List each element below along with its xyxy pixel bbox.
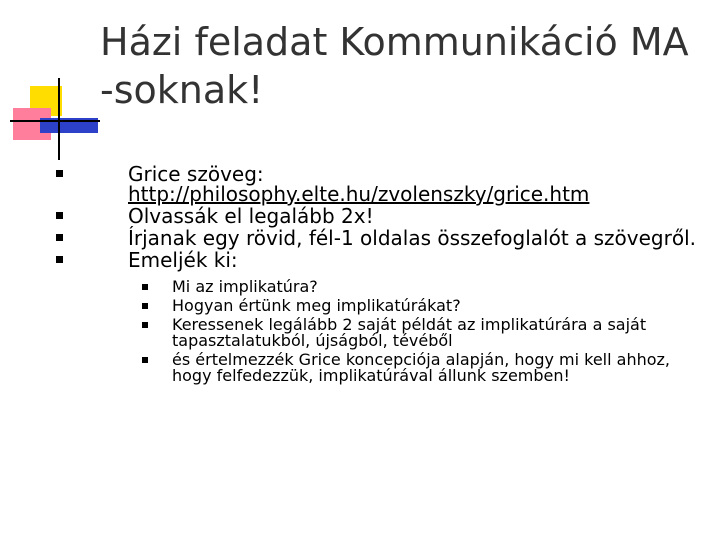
sub-bullet-text: Keressenek legálább 2 saját példát az implikatúrára a saját tapasztalatukból, újságból, tévéből [172, 315, 647, 350]
square-bullet-icon [142, 303, 148, 309]
bullet-text: Olvassák el legalább 2x! [128, 204, 374, 228]
slide-title: Házi feladat Kommunikáció MA -soknak! [100, 20, 689, 112]
square-bullet-icon [142, 322, 148, 328]
bullet-item-highlight [56, 250, 706, 384]
sub-bullet-item [112, 352, 706, 384]
sub-bullet-text: Hogyan értünk meg implikatúrákat? [172, 296, 461, 315]
bullet-list [56, 164, 706, 384]
square-bullet-icon [56, 234, 63, 241]
square-bullet-icon [142, 284, 148, 290]
square-bullet-icon [142, 357, 148, 363]
sub-bullet-text: és értelmezzék Grice koncepciója alapján, hogy mi kell ahhoz, hogy felfedezzük, implikatúrával állunk szemben! [172, 350, 671, 385]
sub-bullet-item [112, 279, 706, 295]
bullet-text: Írjanak egy rövid, fél-1 oldalas összefoglalót a szövegről. [128, 226, 696, 250]
sub-bullet-list [112, 279, 706, 384]
bullet-label: Grice szöveg: [128, 162, 264, 186]
slide-content [56, 164, 706, 387]
bullet-item-summary [56, 228, 706, 248]
sub-bullet-text: Mi az implikatúra? [172, 277, 318, 296]
square-bullet-icon [56, 256, 63, 263]
sub-bullet-item [112, 317, 706, 349]
grice-text-link[interactable]: http://philosophy.elte.hu/zvolenszky/grice.htm [128, 182, 590, 206]
ornament-horizontal-line [10, 120, 100, 122]
bullet-item-grice [56, 164, 706, 204]
sub-bullet-item [112, 298, 706, 314]
bullet-text: Emeljék ki: [128, 248, 238, 272]
corner-ornament-icon [0, 0, 110, 170]
square-bullet-icon [56, 170, 63, 177]
ornament-vertical-line [58, 78, 60, 160]
bullet-item-read [56, 206, 706, 226]
square-bullet-icon [56, 212, 63, 219]
